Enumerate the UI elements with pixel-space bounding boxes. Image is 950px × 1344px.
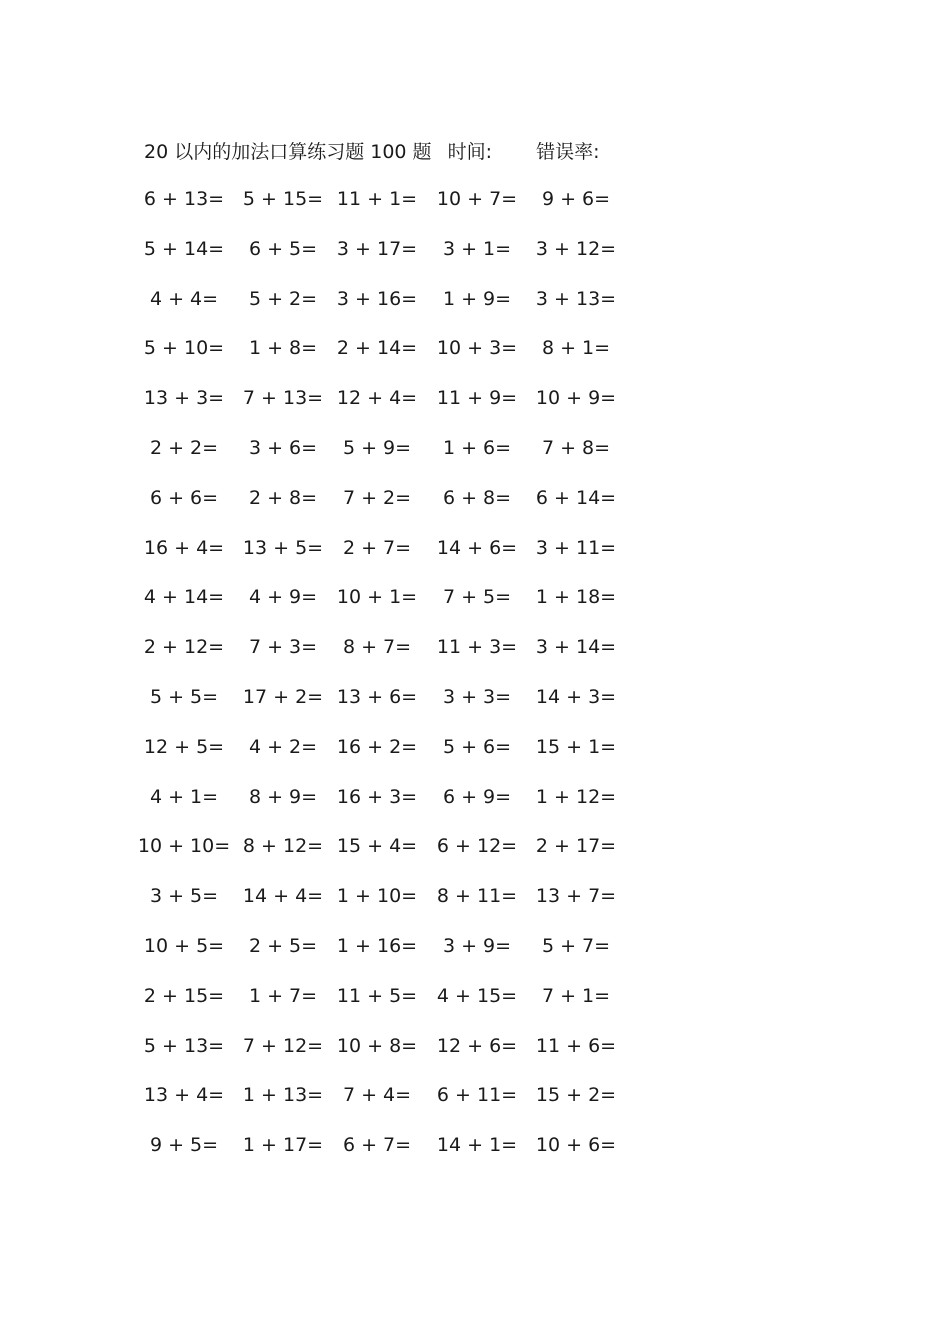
problem-item: 3 + 5= [149,885,219,908]
problem-item: 3 + 12= [535,237,617,260]
problem-item: 5 + 15= [242,188,324,210]
error-rate-label: 错误率: [536,141,600,163]
problem-item: 9 + 5= [149,1134,219,1157]
problem-item: 16 + 2= [336,735,418,758]
problem-item: 1 + 16= [336,935,418,957]
problem-item: 2 + 2= [149,437,219,459]
problem-item: 7 + 1= [541,984,611,1007]
worksheet-header [144,137,599,164]
problem-item: 6 + 6= [149,486,219,509]
problem-item: 4 + 15= [436,984,518,1007]
problem-item: 17 + 2= [242,686,324,708]
problem-item: 13 + 5= [242,536,324,559]
problem-item: 3 + 9= [442,935,512,957]
problem-item: 7 + 13= [242,387,324,410]
problem-item: 1 + 6= [442,437,512,459]
problem-item: 7 + 2= [342,486,412,509]
problem-item: 8 + 1= [541,337,611,360]
problem-item: 6 + 12= [436,835,518,858]
problem-item: 14 + 1= [436,1134,518,1157]
problem-item: 2 + 17= [535,835,617,858]
problem-item: 3 + 17= [336,237,418,260]
worksheet-title: 20 以内的加法口算练习题 100 题 [144,141,432,163]
problem-item: 10 + 1= [336,586,418,609]
problem-item: 11 + 9= [436,387,518,410]
problem-item: 1 + 12= [535,785,617,808]
problem-item: 3 + 6= [248,437,318,459]
problem-item: 2 + 5= [248,935,318,957]
problem-item: 5 + 5= [149,686,219,708]
problem-item: 6 + 7= [342,1134,412,1157]
problem-item: 3 + 14= [535,636,617,659]
problem-item: 10 + 7= [436,188,518,210]
problem-item: 4 + 14= [143,586,225,609]
problem-item: 5 + 9= [342,437,412,459]
problem-item: 12 + 6= [436,1034,518,1057]
problem-item: 16 + 3= [336,785,418,808]
problem-item: 5 + 13= [143,1034,225,1057]
problem-item: 6 + 14= [535,486,617,509]
problem-item: 11 + 1= [336,188,418,210]
problem-item: 3 + 16= [336,287,418,310]
problem-item: 8 + 9= [248,785,318,808]
problem-item: 11 + 5= [336,984,418,1007]
problem-item: 5 + 6= [442,735,512,758]
problem-item: 7 + 3= [248,636,318,659]
problem-item: 1 + 9= [442,287,512,310]
problem-item: 10 + 3= [436,337,518,360]
problem-item: 11 + 6= [535,1034,617,1057]
problem-item: 1 + 10= [336,885,418,908]
problem-item: 6 + 8= [442,486,512,509]
problem-item: 10 + 8= [336,1034,418,1057]
problem-item: 7 + 4= [342,1084,412,1107]
problem-item: 4 + 9= [248,586,318,609]
problem-item: 2 + 14= [336,337,418,360]
problem-item: 13 + 3= [143,387,225,410]
problem-item: 16 + 4= [143,536,225,559]
problem-item: 6 + 11= [436,1084,518,1107]
problem-item: 8 + 12= [242,835,324,858]
problem-item: 7 + 5= [442,586,512,609]
problem-item: 8 + 7= [342,636,412,659]
problem-item: 11 + 3= [436,636,518,659]
problem-item: 12 + 5= [143,735,225,758]
problem-item: 4 + 1= [149,785,219,808]
problem-item: 10 + 10= [137,835,231,858]
problem-item: 3 + 3= [442,686,512,708]
problem-item: 15 + 2= [535,1084,617,1107]
problem-item: 12 + 4= [336,387,418,410]
problem-item: 7 + 8= [541,437,611,459]
problem-item: 10 + 5= [143,935,225,957]
problem-item: 9 + 6= [541,188,611,210]
problem-item: 13 + 4= [143,1084,225,1107]
problem-item: 4 + 2= [248,735,318,758]
problem-item: 8 + 11= [436,885,518,908]
problem-item: 13 + 7= [535,885,617,908]
problem-item: 1 + 13= [242,1084,324,1107]
problem-item: 6 + 5= [248,237,318,260]
problem-item: 15 + 1= [535,735,617,758]
problem-item: 2 + 15= [143,984,225,1007]
problem-item: 1 + 18= [535,586,617,609]
problem-item: 1 + 17= [242,1134,324,1157]
problem-item: 2 + 8= [248,486,318,509]
problem-item: 13 + 6= [336,686,418,708]
problem-item: 4 + 4= [149,287,219,310]
problem-item: 5 + 10= [143,337,225,360]
problem-item: 6 + 13= [143,188,225,210]
problem-item: 14 + 4= [242,885,324,908]
problem-item: 6 + 9= [442,785,512,808]
problem-item: 1 + 8= [248,337,318,360]
problem-item: 3 + 11= [535,536,617,559]
problem-item: 3 + 13= [535,287,617,310]
time-label: 时间: [447,141,493,163]
problem-item: 1 + 7= [248,984,318,1007]
problem-item: 2 + 7= [342,536,412,559]
problem-item: 10 + 6= [535,1134,617,1157]
problem-item: 5 + 14= [143,237,225,260]
problem-item: 7 + 12= [242,1034,324,1057]
problem-item: 15 + 4= [336,835,418,858]
problem-item: 5 + 2= [248,287,318,310]
problem-item: 14 + 6= [436,536,518,559]
problem-item: 10 + 9= [535,387,617,410]
problem-item: 5 + 7= [541,935,611,957]
problem-item: 14 + 3= [535,686,617,708]
problem-item: 2 + 12= [143,636,225,659]
problem-item: 3 + 1= [442,237,512,260]
